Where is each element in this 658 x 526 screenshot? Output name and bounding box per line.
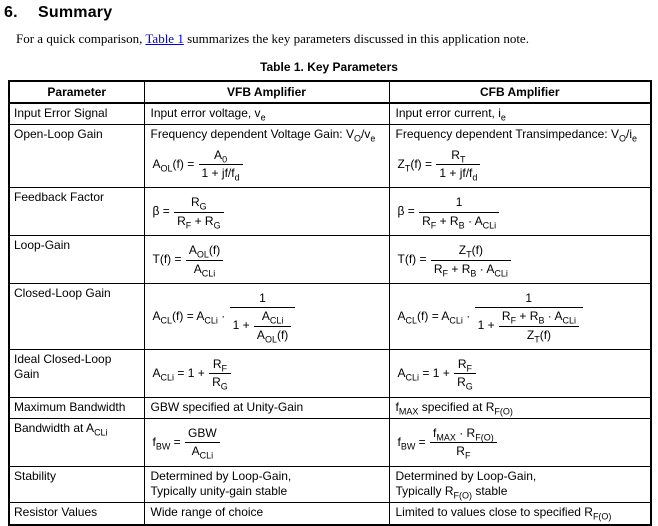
document-page xyxy=(0,4,658,522)
parameter-cell xyxy=(9,397,144,418)
parameter-cell xyxy=(9,103,144,125)
cfb-cell xyxy=(389,503,651,525)
cell-text: $f_{MAX}$ specified at $R_{F(O)}$ xyxy=(395,399,513,417)
cfb-cell xyxy=(389,283,651,349)
fraction: $\frac{R_F}{R_G}$ xyxy=(454,357,476,391)
cfb-cell xyxy=(389,188,651,236)
formula: T(f) = $\frac{Z_T(f)}{R_F + R_B \cdot A_{CLi}}$ xyxy=(398,243,645,277)
table-1-link[interactable]: Table 1 xyxy=(145,31,184,46)
parameter-cell xyxy=(9,236,144,284)
parameter-cell xyxy=(9,419,144,467)
fraction: $\frac{A_{OL}(f)}{A_{CLi}}$ xyxy=(186,243,223,277)
cell-text: Input error voltage, $v_e$ xyxy=(150,106,266,123)
table-row xyxy=(9,236,651,284)
fraction: $\frac{A_{CLi}}{A_{OL}(f)}$ xyxy=(254,309,291,343)
formula: β = $\frac{R_G}{R_F + R_G}$ xyxy=(153,195,383,229)
fraction: $\frac{A_0}{1 + jf/f_d}$ xyxy=(199,148,243,182)
cell-text: Closed-Loop Gain xyxy=(14,285,111,300)
fraction: 1 1 + $\frac{R_F + R_B \cdot A_{CLi}}{Z_T(f)}$ xyxy=(475,291,583,343)
intro-text-after: summarizes the key parameters discussed in this application note. xyxy=(183,31,529,46)
cfb-cell xyxy=(389,397,651,418)
vfb-cell xyxy=(144,349,389,397)
cell-text: GBW specified at Unity-Gain xyxy=(150,399,304,414)
formula: $f_{BW}$ = $\frac{\text{GBW}}{A_{CLi}}$ xyxy=(153,426,383,460)
vfb-cell xyxy=(144,103,389,125)
fraction: $\frac{f_{MAX} \cdot R_{F(O)}}{R_F}$ xyxy=(430,426,497,460)
fraction: $\frac{R_F}{R_G}$ xyxy=(209,357,231,391)
cfb-cell xyxy=(389,419,651,467)
cell-text: Ideal Closed-Loop Gain xyxy=(14,351,112,382)
parameter-cell xyxy=(9,188,144,236)
intro-paragraph xyxy=(16,31,648,47)
cell-text: Frequency dependent Voltage Gain: $V_O/v_e$ xyxy=(150,127,376,144)
fraction: 1 1 + $\frac{A_{CLi}}{A_{OL}(f)}$ xyxy=(230,291,296,343)
column-header-vfb: VFB Amplifier xyxy=(144,81,389,103)
key-parameters-table xyxy=(8,80,652,526)
vfb-cell xyxy=(144,466,389,503)
cell-text: Limited to values close to specified $R_{F(O)}$ xyxy=(395,505,612,522)
fraction: $\frac{Z_T(f)}{R_F + R_B \cdot A_{CLi}}$ xyxy=(431,243,511,277)
cfb-cell xyxy=(389,125,651,188)
formula: $A_{CLi} = 1$ + $\frac{R_F}{R_G}$ xyxy=(398,357,645,391)
cell-text: Loop-Gain xyxy=(14,238,71,253)
vfb-cell xyxy=(144,419,389,467)
vfb-cell xyxy=(144,503,389,525)
table-row xyxy=(9,397,651,418)
cell-text: Bandwidth at $A_{CLi}$ xyxy=(14,421,108,438)
cfb-cell xyxy=(389,466,651,503)
table-body xyxy=(9,103,651,525)
vfb-cell xyxy=(144,236,389,284)
table-caption: Table 1. Key Parameters xyxy=(260,60,398,74)
cell-text: Determined by Loop-Gain, xyxy=(395,468,537,483)
cfb-cell xyxy=(389,236,651,284)
section-title: Summary xyxy=(38,4,113,21)
table-row xyxy=(9,349,651,397)
vfb-cell xyxy=(144,125,389,188)
table-row xyxy=(9,125,651,188)
table-row xyxy=(9,283,651,349)
cell-text: Wide range of choice xyxy=(150,505,264,520)
fraction: $\frac{\text{GBW}}{A_{CLi}}$ xyxy=(185,426,220,460)
column-header-parameter: Parameter xyxy=(9,81,144,103)
parameter-cell xyxy=(9,283,144,349)
vfb-cell xyxy=(144,188,389,236)
table-row xyxy=(9,466,651,503)
cell-text: Typically $R_{F(O)}$ stable xyxy=(395,484,508,501)
cell-text: Stability xyxy=(14,468,57,483)
fraction: $\frac{R_G}{R_F + R_G}$ xyxy=(174,195,224,229)
formula: T(f) = $\frac{A_{OL}(f)}{A_{CLi}}$ xyxy=(153,243,383,277)
formula: $A_{CL}(f) = A_{CLi}$ · 1 1 + $\frac{A_{CLi}}{A_{OL}(f)}$ xyxy=(153,291,383,343)
fraction: $\frac{R_F + R_B \cdot A_{CLi}}{Z_T(f)}$ xyxy=(499,309,579,343)
cell-text: Frequency dependent Transimpedance: $V_O/i_e$ xyxy=(395,127,638,144)
cell-text: Feedback Factor xyxy=(14,190,105,205)
table-row xyxy=(9,419,651,467)
column-header-cfb: CFB Amplifier xyxy=(389,81,651,103)
parameter-cell xyxy=(9,503,144,525)
fraction: $\frac{R_T}{1 + jf/f_d}$ xyxy=(436,148,480,182)
parameter-cell xyxy=(9,466,144,503)
formula: $A_{CLi} = 1$ + $\frac{R_F}{R_G}$ xyxy=(153,357,383,391)
table-row xyxy=(9,103,651,125)
cell-text: Maximum Bandwidth xyxy=(14,399,126,414)
fraction: $\frac{1}{R_F + R_B \cdot A_{CLi}}$ xyxy=(419,195,499,229)
section-number: 6. xyxy=(4,4,18,21)
table-row xyxy=(9,188,651,236)
table-row xyxy=(9,503,651,525)
cfb-cell xyxy=(389,349,651,397)
vfb-cell xyxy=(144,283,389,349)
cell-text: Determined by Loop-Gain, xyxy=(150,468,292,483)
intro-text-before: For a quick comparison, xyxy=(16,31,146,46)
formula: β = $\frac{1}{R_F + R_B \cdot A_{CLi}}$ xyxy=(398,195,645,229)
formula: $Z_T(f)$ = $\frac{R_T}{1 + jf/f_d}$ xyxy=(398,148,645,182)
cfb-cell xyxy=(389,103,651,125)
parameter-cell xyxy=(9,125,144,188)
formula: $f_{BW}$ = $\frac{f_{MAX} \cdot R_{F(O)}}{R_F}$ xyxy=(398,426,645,460)
cell-text: Resistor Values xyxy=(14,505,98,520)
cell-text: Open-Loop Gain xyxy=(14,127,103,142)
parameter-cell xyxy=(9,349,144,397)
cell-text: Typically unity-gain stable xyxy=(150,484,288,499)
cell-text: Input error current, $i_e$ xyxy=(395,106,506,123)
vfb-cell xyxy=(144,397,389,418)
cell-text: Input Error Signal xyxy=(14,106,108,120)
section-heading xyxy=(4,4,658,22)
formula: $A_{OL}(f)$ = $\frac{A_0}{1 + jf/f_d}$ xyxy=(153,148,383,182)
table-header-row xyxy=(9,81,651,103)
formula: $A_{CL}(f) = A_{CLi}$ · 1 1 + $\frac{R_F + R_B \cdot A_{CLi}}{Z_T(f)}$ xyxy=(398,291,645,343)
